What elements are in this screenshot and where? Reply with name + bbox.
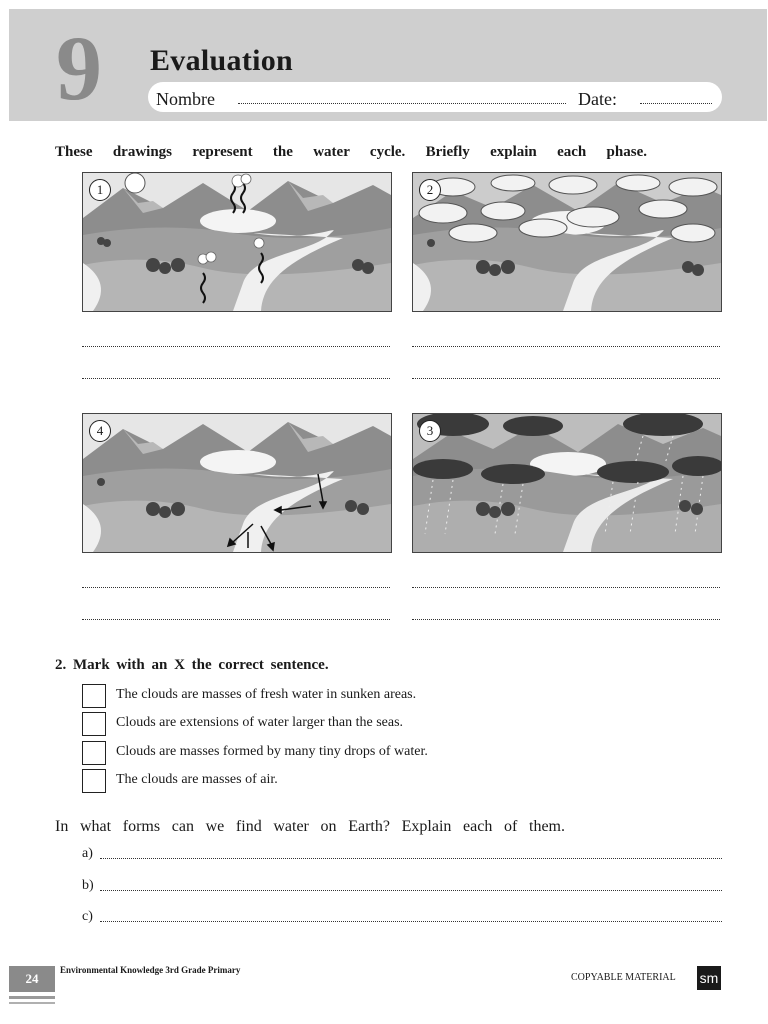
panel-number-badge: 4 [89,420,111,442]
answer-line-a[interactable] [100,858,722,859]
answer-line-b[interactable] [100,890,722,891]
page-title: Evaluation [150,44,294,77]
choice-label: The clouds are masses of air. [116,772,278,787]
condensation-illustration [413,173,721,311]
answer-checkbox[interactable] [82,712,106,736]
water-cycle-panel-4 [82,413,392,553]
name-field[interactable] [238,103,566,104]
answer-checkbox[interactable] [82,769,106,793]
answer-label-c: c) [82,909,93,924]
panel-number-badge: 2 [419,179,441,201]
page-number: 24 [9,966,55,992]
name-date-bar [148,82,722,112]
publisher-logo: sm [697,966,721,990]
footer-rule [9,996,55,999]
answer-line[interactable] [412,619,720,620]
question-2-prompt: 2. Mark with an X the correct sentence. [55,657,329,673]
runoff-illustration [83,414,391,552]
name-label: Nombre [156,89,215,109]
water-cycle-panel-1 [82,172,392,312]
answer-checkbox[interactable] [82,741,106,765]
water-cycle-panel-2 [412,172,722,312]
copy-notice: COPYABLE MATERIAL [571,972,676,983]
footer-rule [9,1002,55,1004]
choice-label: Clouds are extensions of water larger than the seas. [116,715,404,730]
answer-label-a: a) [82,846,93,861]
panel-number-badge: 3 [419,420,441,442]
question-1-prompt: These drawings represent the water cycle. Briefly explain each phase. [55,144,647,160]
precipitation-illustration [413,414,721,552]
answer-line[interactable] [82,619,390,620]
date-label: Date: [578,89,617,109]
book-title: Environmental Knowledge 3rd Grade Primary [60,965,241,975]
unit-number: 9 [56,17,102,119]
answer-checkbox[interactable] [82,684,106,708]
water-cycle-panel-3 [412,413,722,553]
answer-line[interactable] [82,378,390,379]
answer-line[interactable] [82,346,390,347]
answer-line[interactable] [82,587,390,588]
evaporation-illustration [83,173,391,311]
answer-line[interactable] [412,346,720,347]
choice-label: The clouds are masses of fresh water in sunken areas. [116,687,417,702]
question-3-prompt: In what forms can we find water on Earth? Explain each of them. [55,818,565,835]
answer-line[interactable] [412,587,720,588]
choice-label: Clouds are masses formed by many tiny drops of water. [116,744,428,759]
date-field[interactable] [640,103,712,104]
panel-number-badge: 1 [89,179,111,201]
answer-line[interactable] [412,378,720,379]
answer-label-b: b) [82,878,94,893]
answer-line-c[interactable] [100,921,722,922]
